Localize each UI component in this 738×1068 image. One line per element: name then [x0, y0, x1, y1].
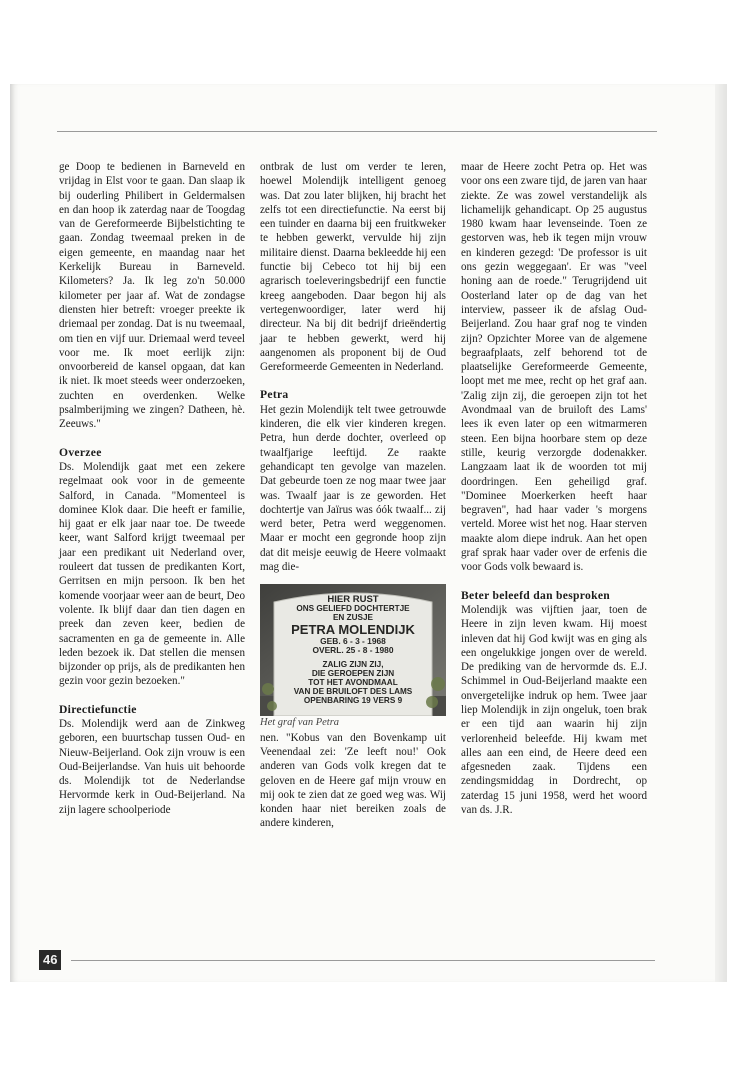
engraving-line: ZALIG ZIJN ZIJ, — [322, 660, 384, 670]
section-heading-directiefunctie: Directiefunctie — [59, 702, 137, 716]
engraving-line: OVERL. 25 - 8 - 1980 — [312, 645, 394, 656]
section-heading-overzee: Overzee — [59, 445, 102, 459]
engraving-line: EN ZUSJE — [332, 613, 374, 623]
paragraph: ontbrak de lust om verder te leren, hoewel Molendijk intelligent genoeg was. Dat zou later blijken, hij bracht het zelfs tot een directiefunctie. Na eerst bij een tuinder en daarna bij een fruitkweker te hebben gewerkt, vervulde hij zijn militaire dienst. Daarna bekleedde hij een functie bij Cebeco tot hij bij een agrarisch toeleveringsbedrijf een functie kreeg aangeboden. Daar begon hij als vertegenwoordiger, later werd hij directeur. Na bij dit bedrijf drieëndertig jaar te hebben gewerkt, werd hij aangenomen als proponent bij de Oud Gereformeerde Gemeenten in Nederland. — [260, 161, 446, 374]
page-number: 46 — [39, 950, 61, 970]
paragraph: Molendijk was vijftien jaar, toen de Heere in zijn leven kwam. Hij moest inleven dat hij God kwijt was en ging als een ongelukkige jongen over de wereld. De prediking van de hervormde ds. E.J. Schimmel in Oud-Beijerland maakte een onvergetelijke indruk op hem. Twee jaar liep Molendijk in zijn ongeluk, toen brak er een tijd aan waarin hij zijn verlorenheid beleefde. Hij kwam met alles aan een eind, de Heere deed een afgesneden zaak. Tijdens een zendingsmiddag in Dordrecht, op zaterdag 15 juni 1958, werd het woord van ds. J.R. — [461, 603, 647, 817]
gravestone-photo — [260, 584, 446, 716]
section-heading-beter-beleefd: Beter beleefd dan besproken — [461, 588, 611, 602]
engraving-line: TOT HET AVONDMAAL — [308, 678, 398, 688]
column-3 — [461, 160, 647, 817]
engraving-line: VAN DE BRUILOFT DES LAMS — [293, 687, 413, 697]
engraving-name: PETRA MOLENDIJK — [291, 622, 415, 638]
engraving-line: HIER RUST — [327, 594, 379, 606]
paragraph: nen. "Kobus van den Bovenkamp uit Veenendaal zei: 'Ze leeft nou!' Ook anderen van Gods volk kregen dat te geloven en de Heere gaf mijn vrouw en mij ook te zien dat ze goed weg was. Wij konden haar niet bereiken zoals de andere kinderen, — [260, 731, 446, 830]
paragraph: Het gezin Molendijk telt twee getrouwde kinderen, die elk vier kinderen kregen. Petra, hun derde dochter, overleed op twaalfjarige leeftijd. Ze raakte gehandicapt ten gevolge van mazelen. Dat gebeurde toen ze nog maar twee jaar was. Twaalf jaar is ze geworden. Het dochtertje van Jaïrus was óók twaalf... zij werd beter, Petra werd weggenomen. Maar er mocht een gegronde hoop zijn dat dit meisje eeuwig de Heere volmaakt mag die- — [260, 403, 446, 574]
engraving-line: GEB. 6 - 3 - 1968 — [320, 636, 386, 647]
engraving-line: ONS GELIEFD DOCHTERTJE — [296, 604, 410, 614]
engraving-line: DIE GEROEPEN ZIJN — [311, 669, 395, 679]
engraving-line: OPENBARING 19 VERS 9 — [303, 696, 403, 706]
top-rule — [57, 131, 657, 132]
paragraph: maar de Heere zocht Petra op. Het was voor ons een zware tijd, de jaren van haar ziekte. Ze was zowel verstandelijk als lichamelijk gehandicapt. Op 25 augustus 1980 kwam haar levenseinde. Toen ze gestorven was, heb ik tegen mijn vrouw en kinderen gezegd: 'De professor is uit ons gezin weggegaan'. Er was "veel honing aan de roede." Terugrijdend uit Oosterland later op de dag van het interview, passeer ik de afslag Oud-Beijerland. Zou haar graf nog te vinden zijn? Opzichter Moree van de algemene begraafplaats, zelf behorend tot de plaatselijke Gereformeerde Gemeente, loopt met me mee, recht op het graf aan. 'Zalig zijn zij, die geroepen zijn tot het Avondmaal van de bruiloft des Lams' lees ik even later op een witmarmeren steen. Een bijna hoorbare stem op deze stille, keurig verzorgde dodenakker. Langzaam laat ik de woorden tot mij doordringen. Een geheiligd graf. "Dominee Moerkerken heeft haar begraven", had haar vader 's morgens verteld. Moree wist het nog. Haar sterven maakte alom diepe indruk. Aan het open graf sprak haar vader over de erfenis die voor Gods volk bewaard is. — [461, 161, 647, 574]
column-1 — [59, 160, 245, 817]
page-edge — [715, 84, 727, 982]
paragraph: Ds. Molendijk werd aan de Zinkweg geboren, een buurtschap tussen Oud- en Nieuw-Beijerland. Ook zijn vrouw is een Oud-Beijerlandse. Van huis uit behoorde ds. Molendijk tot de Nederlandse Hervormde kerk in Oud-Beijerland. Na zijn lagere schoolperiode — [59, 717, 245, 816]
bottom-rule — [71, 960, 655, 961]
column-2 — [260, 160, 446, 831]
section-heading-petra: Petra — [260, 388, 289, 402]
gravestone-image — [260, 584, 446, 716]
paragraph: Ds. Molendijk gaat met een zekere regelmaat ook voor in de gemeente Salford, in Canada. "Momenteel is dominee Klok daar. Die heeft er familie, hij gaat er elk jaar naar toe. De tweede keer, want Salford krijgt tweemaal per jaar een predikant uit Nederland over, rouleert dat tussen de predikanten Kort, Gerritsen en mijn persoon. Ik ben het komende voorjaar weer aan de beurt, Deo volente. Ik blijf daar dan tien dagen en preek dan zeven keer, bedien de sacramenten en ga de gemeente in. Alle leden bezoek ik. Dat stellen die mensen bijzonder op prijs, als de predikanten hen gezin voor gezin bezoeken." — [59, 460, 245, 688]
magazine-page — [10, 84, 727, 982]
photo-caption: Het graf van Petra — [260, 717, 340, 729]
paragraph: ge Doop te bedienen in Barneveld en vrijdag in Elst voor te gaan. Dan slaap ik bij ouderling Philibert in Geldermalsen en dan hoop ik zaterdag naar de Toogdag van de Gereformeerde Bijbelstichting te gaan. Zondag tweemaal preken in de eigen gemeente, en maandag naar het Kerkelijk Bureau in Barneveld. Kilometers? Ja. Ik leg zo'n 50.000 kilometer per jaar af. Wat de zondagse diensten hier betreft: vroeger preekte ik driemaal per zondag. Dat is nu tweemaal, om tien en vijf uur. Driemaal werd teveel voor me. Ik moet eerlijk zijn: onvoorbereid de kansel opgaan, dat kan ik niet. Ik moet steeds weer onderzoeken, zuchten en overdenken. Welke psalmberijming we zingen? Datheen, hè. Zeeuws." — [59, 161, 245, 431]
